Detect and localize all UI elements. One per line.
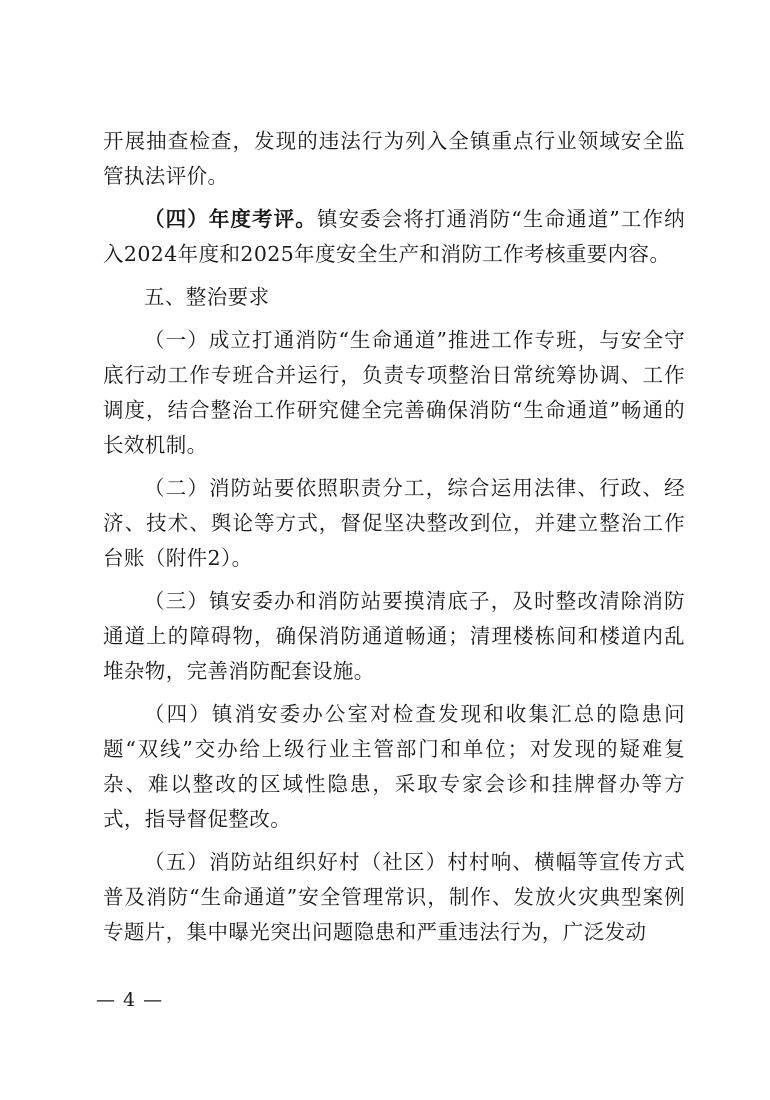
paragraph-text-annual-evaluation: 镇安委会将打通消防“生命通道”工作纳入2024年度和2025年度安全生产和消防工作考核重要内容。: [103, 207, 685, 266]
paragraph-continuation: 开展抽查检查，发现的违法行为列入全镇重点行业领域安全监管执法评价。: [103, 129, 685, 188]
requirement-item-4: （四）镇消安委办公室对检查发现和收集汇总的隐患问题“双线”交办给上级行业主管部门和单位；对发现的疑难复杂、难以整改的区域性隐患，采取专家会诊和挂牌督办等方式，指导督促整改。: [103, 702, 685, 831]
requirement-item-5: （五）消防站组织好村（社区）村村响、横幅等宣传方式普及消防“生命通道”安全管理常识，制作、发放火灾典型案例专题片，集中曝光突出问题隐患和严重违法行为，广泛发动: [103, 850, 685, 944]
requirement-item-1: （一）成立打通消防“生命通道”推进工作专班，与安全守底行动工作专班合并运行，负责专项整治日常统筹协调、工作调度，结合整治工作研究健全完善确保消防“生命通道”畅通的长效机制。: [103, 328, 685, 457]
requirement-item-2: （二）消防站要依照职责分工，综合运用法律、行政、经济、技术、舆论等方式，督促坚决整改到位，并建立整治工作台账（附件2）。: [103, 476, 685, 570]
paragraph-lead-annual-evaluation: （四）年度考评。: [144, 207, 317, 231]
requirement-item-3: （三）镇安委办和消防站要摸清底子，及时整改清除消防通道上的障碍物，确保消防通道畅通；清理楼栋间和楼道内乱堆杂物，完善消防配套设施。: [103, 589, 685, 683]
paragraph-annual-evaluation: [103, 202, 685, 272]
section-heading: 五、整治要求: [144, 285, 270, 309]
page-number: — 4 —: [96, 989, 164, 1011]
document-body: [103, 124, 685, 958]
